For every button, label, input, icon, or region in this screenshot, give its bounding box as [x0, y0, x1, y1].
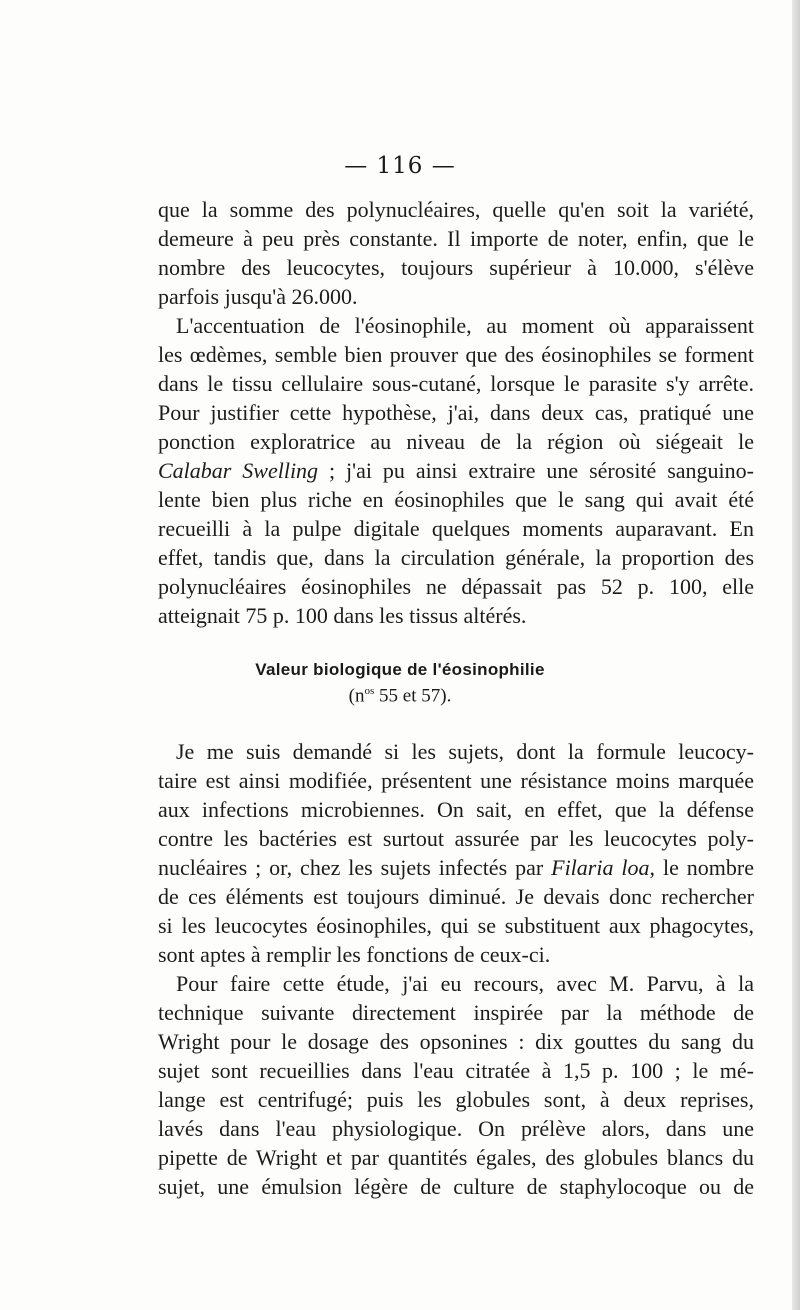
- text-line: Pour faire cette étude, j'ai eu recours, avec M. Parvu, à la: [176, 971, 754, 996]
- italic-species: Filaria loa: [551, 855, 650, 880]
- section-reference: [0, 685, 800, 707]
- section-heading: Valeur biologique de l'éosinophilie: [255, 660, 545, 679]
- text-line: les œdèmes, semble bien prouver que des éosinophiles se forment: [158, 342, 754, 367]
- text-block-lower: [158, 737, 754, 1201]
- text-line: parfois jusqu'à 26.000.: [158, 284, 358, 309]
- text-line: demeure à peu près constante. Il importe de noter, enfin, que le: [158, 226, 754, 251]
- text-line: aux infections microbiennes. On sait, en effet, que la défense: [158, 797, 754, 822]
- scan-edge-shadow: [792, 0, 800, 1310]
- text-line: L'accentuation de l'éosinophile, au moment où apparaissent: [176, 313, 754, 338]
- text-line: que la somme des polynucléaires, quelle qu'en soit la variété,: [158, 197, 754, 222]
- text-block-upper: [158, 195, 754, 630]
- ref-numbers: 55 et 57).: [374, 685, 452, 707]
- text-line-with-italic: [158, 456, 754, 485]
- text-line: ponction exploratrice au niveau de la région où siégeait le: [158, 429, 754, 454]
- text-line: lente bien plus riche en éosinophiles que le sang qui avait été: [158, 487, 754, 512]
- text-line: sujet, une émulsion légère de culture de staphylocoque ou de: [158, 1174, 754, 1199]
- text-line: polynucléaires éosinophiles ne dépassait pas 52 p. 100, elle: [158, 574, 754, 599]
- italic-term: Calabar Swelling: [158, 458, 319, 483]
- text-line: Je me suis demandé si les sujets, dont la formule leucocy-: [176, 739, 754, 764]
- text-line: effet, tandis que, dans la circulation générale, la proportion des: [158, 545, 754, 570]
- text-line: Pour justifier cette hypothèse, j'ai, dans deux cas, pratiqué une: [158, 400, 754, 425]
- text-line-with-italic: [158, 853, 754, 882]
- text-line: de ces éléments est toujours diminué. Je devais donc rechercher: [158, 884, 754, 909]
- text-line: recueilli à la pulpe digitale quelques moments auparavant. En: [158, 516, 754, 541]
- text-line: taire est ainsi modifiée, présentent une résistance moins marquée: [158, 768, 754, 793]
- text-line: sont aptes à remplir les fonctions de ceux-ci.: [158, 942, 551, 967]
- text-line: sujet sont recueillies dans l'eau citratée à 1,5 p. 100 ; le mé-: [158, 1058, 754, 1083]
- text-segment: nucléaires ; or, chez les sujets infectés par: [158, 855, 552, 880]
- text-line: lange est centrifugé; puis les globules sont, à deux reprises,: [158, 1087, 754, 1112]
- page-number: — 116 —: [344, 153, 456, 179]
- text-line: nombre des leucocytes, toujours supérieur à 10.000, s'élève: [158, 255, 754, 280]
- text-line: dans le tissu cellulaire sous-cutané, lorsque le parasite s'y arrête.: [158, 371, 754, 396]
- text-line: si les leucocytes éosinophiles, qui se substituent aux phagocytes,: [158, 913, 754, 938]
- text-segment: , le nombre: [649, 855, 754, 880]
- text-line: atteignait 75 p. 100 dans les tissus altérés.: [158, 603, 527, 628]
- text-line: lavés dans l'eau physiologique. On prélève alors, dans une: [158, 1116, 754, 1141]
- text-line: technique suivante directement inspirée par la méthode de: [158, 1000, 754, 1025]
- text-segment: ; j'ai pu ainsi extraire une sérosité sanguino-: [318, 458, 754, 483]
- ref-open: (n: [348, 685, 365, 707]
- text-line: pipette de Wright et par quantités égales, des globules blancs du: [158, 1145, 754, 1170]
- text-line: contre les bactéries est surtout assurée par les leucocytes poly-: [158, 826, 754, 851]
- text-line: Wright pour le dosage des opsonines : dix gouttes du sang du: [158, 1029, 754, 1054]
- ref-superscript: os: [364, 685, 375, 697]
